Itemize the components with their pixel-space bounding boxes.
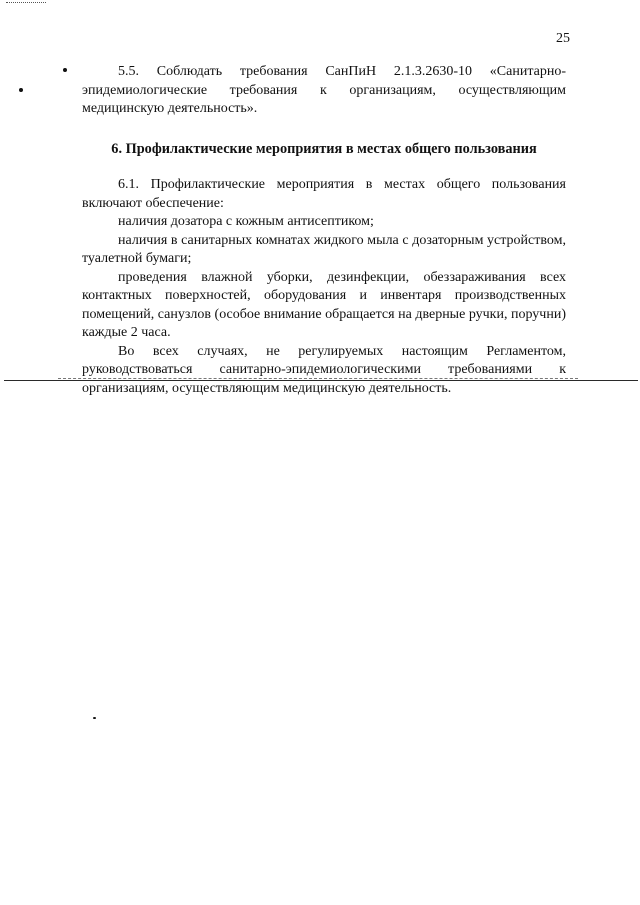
list-item: наличия дозатора с кожным антисептиком; bbox=[118, 214, 374, 229]
list-item: проведения влажной уборки, дезинфекции, обеззараживания всех контактных поверхностей, оборудования и инвентаря производственных помещений, санузлов (особое внимание обращается на дверные ручки, поручни) каждые 2 часа. bbox=[82, 269, 566, 340]
page-divider-line bbox=[4, 380, 638, 381]
document-body bbox=[82, 63, 566, 398]
scan-speck bbox=[63, 68, 67, 72]
list-item: наличия в санитарных комнатах жидкого мыла с дозаторным устройством, туалетной бумаги; bbox=[82, 232, 566, 266]
scan-speck bbox=[19, 88, 23, 92]
scan-artifact bbox=[6, 2, 46, 5]
scan-speck bbox=[93, 717, 96, 719]
section-6-heading: 6. Профилактические мероприятия в местах общего пользования bbox=[111, 140, 537, 157]
scan-fold-line bbox=[58, 378, 578, 379]
paragraph-5-5: 5.5. Соблюдать требования СанПиН 2.1.3.2630-10 «Санитарно-эпидемиологические требования к организациям, осуществляющим медицинскую деятельность». bbox=[82, 64, 566, 116]
paragraph-closing: Во всех случаях, не регулируемых настоящим Регламентом, руководствоваться санитарно-эпидемиологическими требованиями к организациям, осуществляющим медицинскую деятельность. bbox=[82, 343, 566, 396]
paragraph-6-1-intro: 6.1. Профилактические мероприятия в местах общего пользования включают обеспечение: bbox=[82, 177, 566, 211]
page-number: 25 bbox=[556, 31, 570, 46]
